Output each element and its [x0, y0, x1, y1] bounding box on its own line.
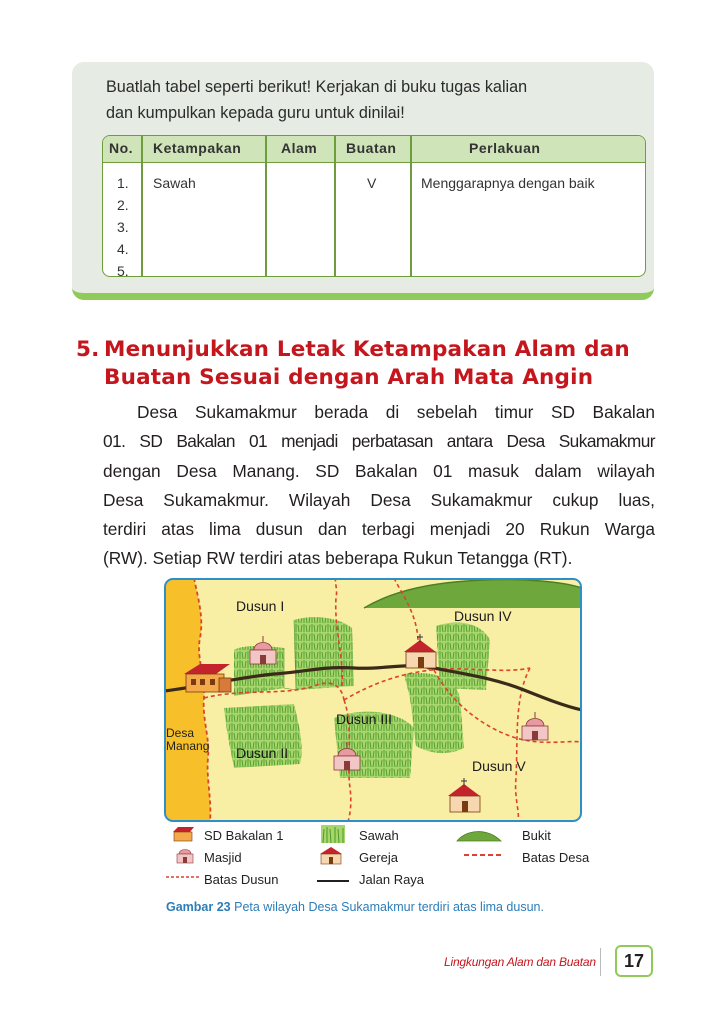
- paragraph-line: (RW). Setiap RW terdiri atas beberapa Rukun Tetangga (RT).: [103, 548, 573, 569]
- paragraph-line: terdiri atas lima dusun dan terbagi menjadi 20 Rukun Warga: [103, 519, 655, 540]
- village-map: [164, 578, 582, 822]
- label-dusun-5: Dusun V: [472, 758, 526, 774]
- desa-label-line: Manang: [166, 739, 210, 753]
- label-dusun-4: Dusun IV: [454, 608, 512, 624]
- row-number: 2.: [117, 197, 129, 213]
- footer-divider: [600, 948, 601, 976]
- map-land: [164, 578, 582, 822]
- header-buatan: Buatan: [346, 140, 397, 156]
- masjid-legend-icon: [176, 846, 194, 864]
- paragraph-line: Desa Sukamakmur berada di sebelah timur SD Bakalan: [137, 402, 655, 422]
- row-number: 4.: [117, 241, 129, 257]
- map-illustration: [164, 578, 582, 822]
- legend-sawah: Sawah: [359, 828, 399, 843]
- header-alam: Alam: [281, 140, 318, 156]
- legend-sd: SD Bakalan 1: [204, 828, 284, 843]
- sawah-legend-icon: [321, 825, 345, 843]
- legend-batas-dusun: Batas Dusun: [204, 872, 279, 887]
- activity-table: [102, 135, 646, 277]
- gereja-legend-icon: [319, 845, 343, 865]
- caption-label: Gambar 23: [166, 900, 231, 914]
- activity-instruction: [106, 74, 646, 126]
- row-number: 5.: [117, 263, 129, 277]
- sd-legend-icon: [172, 826, 196, 842]
- activity-box: [72, 62, 654, 300]
- table-divider: [410, 136, 412, 276]
- legend-jalan-raya: Jalan Raya: [359, 872, 425, 887]
- label-dusun-2: Dusun II: [236, 745, 289, 761]
- label-dusun-1: Dusun I: [236, 598, 285, 614]
- paragraph-line: dengan Desa Manang. SD Bakalan 01 masuk dalam wilayah: [103, 460, 655, 481]
- table-divider: [265, 136, 267, 276]
- label-dusun-3: Dusun III: [336, 711, 393, 727]
- header-perlakuan: Perlakuan: [469, 140, 541, 156]
- page-number: 17: [615, 945, 653, 977]
- header-ketampakan: Ketampakan: [153, 140, 242, 156]
- bukit-legend-icon: [456, 826, 502, 842]
- instruction-line: dan kumpulkan kepada guru untuk dinilai!: [106, 104, 405, 122]
- caption-text: Peta wilayah Desa Sukamakmur terdiri atas lima dusun.: [234, 900, 544, 914]
- row-number: 3.: [117, 219, 129, 235]
- instruction-line: Buatlah tabel seperti berikut! Kerjakan di buku tugas kalian: [106, 78, 528, 96]
- table-divider: [141, 136, 143, 276]
- batas-desa-legend-icon: [464, 852, 504, 858]
- cell-perlakuan: Menggarapnya dengan baik: [421, 175, 595, 191]
- paragraph-line: Desa Sukamakmur. Wilayah Desa Sukamakmur cukup luas,: [103, 489, 655, 510]
- section-title-line: Menunjukkan Letak Ketampakan Alam dan: [104, 337, 630, 362]
- cell-ketampakan: Sawah: [153, 175, 196, 191]
- table-divider: [334, 136, 336, 276]
- row-number: 1.: [117, 175, 129, 191]
- sawah-field: [294, 617, 354, 690]
- legend-gereja: Gereja: [359, 850, 399, 865]
- section-title-line: Buatan Sesuai dengan Arah Mata Angin: [104, 365, 594, 390]
- legend-batas-desa: Batas Desa: [522, 850, 590, 865]
- batas-dusun-legend-icon: [166, 874, 200, 880]
- cell-buatan: V: [367, 175, 377, 191]
- body-paragraph: [103, 398, 655, 574]
- section-number: 5.: [76, 337, 100, 362]
- paragraph-line: 01. SD Bakalan 01 menjadi perbatasan antara Desa Sukamakmur: [103, 431, 655, 452]
- desa-label-line: Desa: [166, 726, 195, 740]
- label-desa-manang: [166, 727, 209, 753]
- legend-bukit: Bukit: [522, 828, 551, 843]
- figure-caption: [166, 900, 544, 914]
- legend-masjid: Masjid: [204, 850, 242, 865]
- jalan-raya-legend-icon: [317, 878, 349, 884]
- header-no: No.: [109, 140, 134, 156]
- footer-title: Lingkungan Alam dan Buatan: [444, 955, 596, 969]
